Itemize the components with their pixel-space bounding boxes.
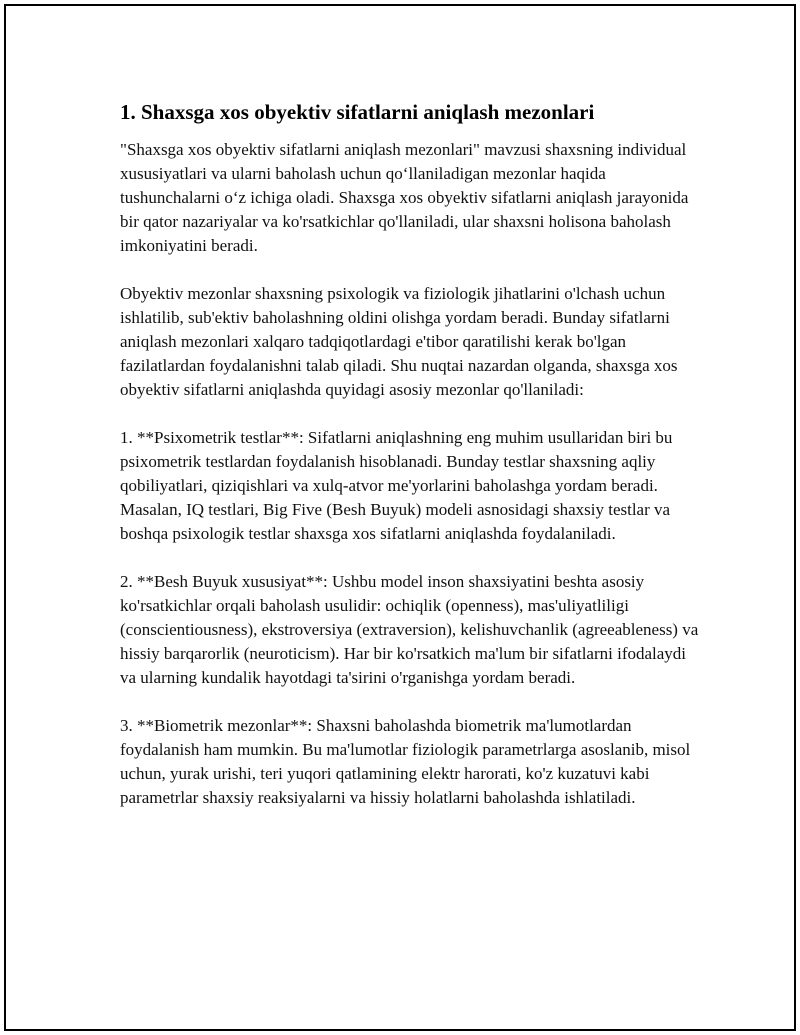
biometric-criteria-paragraph: 3. **Biometrik mezonlar**: Shaxsni baholashda biometrik ma'lumotlardan foydalanish ham mumkin. Bu ma'lumotlar fiziologik parametrlarga asoslanib, misol uchun, yurak urishi, teri yuqori qatlamining elektr harorati, ko'z kuzatuvi kabi parametrlar shaxsiy reaksiyalarni va hissiy holatlarni baholashda ishlatiladi. xyxy=(120,716,691,807)
section-heading: 1. Shaxsga xos obyektiv sifatlarni aniqlash mezonlari xyxy=(120,100,595,124)
intro-paragraph: "Shaxsga xos obyektiv sifatlarni aniqlash mezonlari" mavzusi shaxsning individual xususiyatlari va ularni baholash uchun qo‘llaniladigan mezonlar haqida tushunchalarni o‘z ichiga oladi. Shaxsga xos obyektiv sifatlarni aniqlash jarayonida bir qator nazariyalar va ko'rsatkichlar qo'llaniladi, ular shaxsni holisona baholash imkoniyatini beradi. xyxy=(120,140,689,255)
document-content xyxy=(120,98,700,834)
big-five-paragraph: 2. **Besh Buyuk xususiyat**: Ushbu model inson shaxsiyatini beshta asosiy ko'rsatkichlar orqali baholash usulidir: ochiqlik (openness), mas'uliyatliligi (conscientiousness), ekstroversiya (extraversion), kelishuvchanlik (agreeableness) va hissiy barqarorlik (neuroticism). Har bir ko'rsatkich ma'lum bir sifatlarni ifodalaydi va ularning kundalik hayotdagi ta'sirini o'rganishga yordam beradi. xyxy=(120,572,699,687)
document-page xyxy=(4,4,796,1031)
criteria-paragraph: Obyektiv mezonlar shaxsning psixologik va fiziologik jihatlarini o'lchash uchun ishlatilib, sub'ektiv baholashning oldini olishga yordam beradi. Bunday sifatlarni aniqlash mezonlari xalqaro tadqiqotlardagi e'tibor qaratilishi kerak bo'lgan fazilatlardan foydalanishni talab qiladi. Shu nuqtai nazardan olganda, shaxsga xos obyektiv sifatlarni aniqlashda quyidagi asosiy mezonlar qo'llaniladi: xyxy=(120,284,678,399)
psychometric-tests-paragraph: 1. **Psixometrik testlar**: Sifatlarni aniqlashning eng muhim usullaridan biri bu psixometrik testlardan foydalanish hisoblanadi. Bunday testlar shaxsning aqliy qobiliyatlari, qiziqishlari va xulq-atvor me'yorlarini baholashga yordam beradi. Masalan, IQ testlari, Big Five (Besh Buyuk) modeli asnosidagi shaxsiy testlar va boshqa psixologik testlar shaxsga xos sifatlarni aniqlashda foydalaniladi. xyxy=(120,428,673,543)
